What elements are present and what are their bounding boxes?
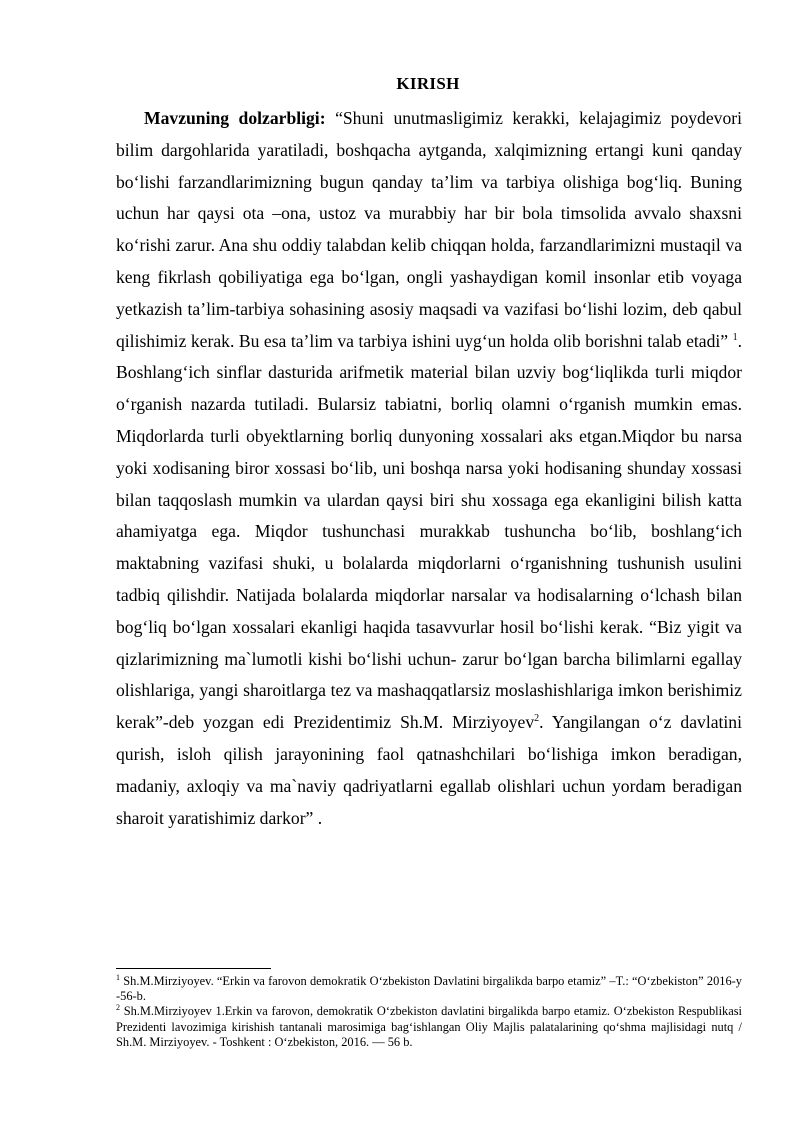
footnotes: [116, 974, 742, 1050]
page-title: KIRISH: [396, 74, 460, 93]
lead-label: Mavzuning dolzarbligi:: [144, 108, 326, 128]
body-paragraph: [116, 103, 742, 834]
body-text-part-2: . Boshlang‘ich sinflar dasturida arifmetik material bilan uzviy bog‘liqlikda turli miqdor o‘rganish nazarda tutiladi. Bularsiz tabiatni, borliq olamni o‘rganish mumkin emas. Miqdorlarda turli obyektlarning borliq dunyoning xossalari aks etgan.Miqdor bu narsa yoki xodisaning biror xossasi bo‘lib, uni boshqa narsa yoki hodisaning shunday xossasi bilan taqqoslash mumkin va ulardan qaysi biri shu xossaga ega ekanligini bilish katta ahamiyatga ega. Miqdor tushunchasi murakkab tushuncha bo‘lib, boshlang‘ich maktabning vazifasi shuki, u bolalarda miqdorlarni o‘rganishning tushunish usulini tadbiq qilishdir. Natijada bolalarda miqdorlar narsalar va hodisalarning o‘lchash bilan bog‘liq bo‘lgan xossalari ekanligi haqida tasavvurlar hosil bo‘lishi kerak. “Biz yigit va qizlarimizning ma`lumotli kishi bo‘lishi uchun- zarur bo‘lgan barcha bilimlarni egallay olishlariga, yangi sharoitlarga tez va mashaqqatlarsiz moslashishlariga imkon berishimiz kerak”-deb yozgan edi Prezidentimiz Sh.M. Mirziyoyev: [116, 330, 742, 733]
footnote-2: [116, 1004, 742, 1050]
footnote-1-mark: 1: [116, 973, 120, 982]
body-text-part-3: . Yangilangan o‘z davlatini qurish, isloh qilish jarayonining faol qatnashchilari bo‘lishiga imkon beradigan, madaniy, axloqiy va ma`naviy qadriyatlarni egallab olishlari uchun yordam beradigan sharoit yaratishimiz darkor” .: [116, 712, 742, 828]
footnote-ref-1[interactable]: 1: [732, 331, 738, 343]
footnote-divider: [116, 968, 271, 969]
footnote-2-mark: 2: [116, 1003, 120, 1013]
body-text-part-1: “Shuni unutmasligimiz kerakki, kelajagimiz poydevori bilim dargohlarida yaratiladi, boshqacha aytganda, xalqimizning ertangi kuni qanday bo‘lishi farzandlarimizning bugun qanday ta’lim va tarbiya olishiga bog‘liq. Buning uchun har qaysi ota –ona, ustoz va murabbiy har bir bola timsolida avvalo shaxsni ko‘rishi zarur. Ana shu oddiy talabdan kelib chiqqan holda, farzandlarimizni mustaqil va keng fikrlash qobiliyatiga ega bo‘lgan, ongli yashaydigan komil insonlar etib voyaga yetkazish ta’lim-tarbiya sohasining asosiy maqsadi va vazifasi bo‘lishi lozim, deb qabul qilishimiz kerak. Bu esa ta’lim va tarbiya ishini uyg‘un holda olib borishni talab etadi”: [116, 108, 743, 351]
footnote-1: [116, 974, 742, 1004]
footnote-2-text: Sh.M.Mirziyoyev 1.Erkin va farovon, demokratik O‘zbekiston davlatini birgalikda barpo etamiz. O‘zbekiston Respublikasi Prezidenti lavozimiga kirishish tantanali marosimiga bag‘ishlangan Oliy Majlis palatalarining qo‘shma majlisidagi nutq / Sh.M. Mirziyoyev. - Toshkent : O‘zbekiston, 2016. — 56 b.: [116, 1004, 742, 1049]
footnote-ref-2[interactable]: 2: [534, 713, 540, 725]
footnote-1-text: Sh.M.Mirziyoyev. “Erkin va farovon demokratik O‘zbekiston Davlatini birgalikda barpo etamiz” –T.: “O‘zbekiston” 2016-y -56-b.: [116, 974, 742, 1004]
body-text: [116, 103, 742, 834]
